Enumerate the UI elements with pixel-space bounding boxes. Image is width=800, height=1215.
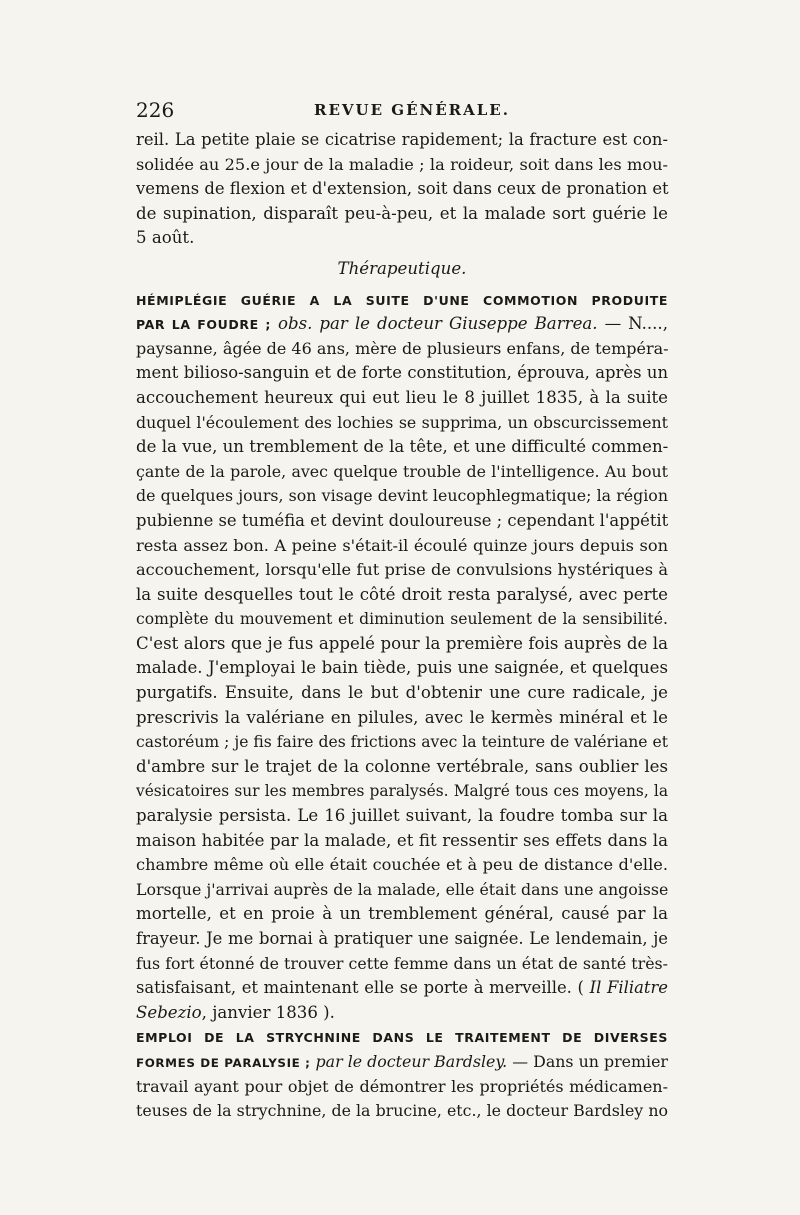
article-heading-line [136,288,668,313]
text-line: vésicatoires sur les membres paralysés. Malgré tous ces moyens, la [136,782,668,801]
text-line: solidée au 25.e jour de la maladie ; la roideur, soit dans les mou- [136,154,668,174]
article-heading-caps: FORMES DE PARALYSIE ; [136,1055,311,1070]
text-line: accouchement heureux qui eut lieu le 8 juillet 1835, à la suite [136,387,668,407]
text-line: de la vue, un tremblement de la tête, et une difficulté commen- [136,437,669,457]
text-line: vemens de flexion et d'extension, soit dans ceux de pronation et [136,179,669,199]
text-line [136,1001,668,1026]
text-line: duquel l'écoulement des lochies se supprima, un obscurcissement [136,412,668,432]
text-line: malade. J'employai le bain tiède, puis une saignée, et quelques [136,658,668,678]
text-line: accouchement, lorsqu'elle fut prise de convulsions hystériques à [136,560,668,580]
page-body [136,128,668,1124]
text-line [136,976,668,1001]
text-line: Lorsque j'arrivai auprès de la malade, elle était dans une angoisse [136,879,669,899]
page-number: 226 [136,98,175,122]
text-line: 5 août. [136,228,195,248]
text-line: complète du mouvement et diminution seulement de la sensibilité. [136,610,668,629]
text-line: d'ambre sur le trajet de la colonne vertébrale, sans oublier les [136,756,668,776]
text-line: paysanne, âgée de 46 ans, mère de plusieurs enfans, de tempéra- [136,338,669,358]
text-line: prescrivis la valériane en pilules, avec le kermès minéral et le [136,707,668,727]
source-title: Sebezio [136,1002,202,1022]
text-line: C'est alors que je fus appelé pour la première fois auprès de la [136,633,668,653]
article-heading-line [136,1025,668,1050]
text-line: la suite desquelles tout le côté droit resta paralysé, avec perte [136,584,668,604]
article-heading-caps: HÉMIPLÉGIE GUÉRIE A LA SUITE D'UNE COMMOTION PRODUITE [136,292,668,308]
text-line: fus fort étonné de trouver cette femme dans un état de santé très- [136,953,668,973]
article-author: obs. par le docteur Giuseppe Barrea. [278,314,598,334]
paragraph-continuation [136,128,668,251]
text-line: frayeur. Je me bornai à pratiquer une saignée. Le lendemain, je [136,929,668,948]
article-heading-rest: — N...., [604,314,668,334]
text-line: teuses de la strychnine, de la brucine, etc., le docteur Bardsley no [136,1101,668,1121]
text-line: de supination, disparaît peu-à-peu, et la malade sort guérie le [136,203,668,223]
section-heading: Thérapeutique. [337,258,467,278]
text-line: purgatifs. Ensuite, dans le but d'obtenir une cure radicale, je [136,683,668,703]
text-line: ment bilioso-sanguin et de forte constitution, éprouva, après un [136,363,668,383]
running-header [136,98,666,124]
text-line: travail ayant pour objet de démontrer les propriétés médicamen- [136,1076,668,1096]
source-title: Il Filiatre [589,978,668,998]
text-line: mortelle, et en proie à un tremblement général, causé par la [136,904,668,924]
article-heading-line [136,312,668,337]
article-hemiplegie [136,288,668,1026]
text-fragment: satisfaisant, et maintenant elle se porte à merveille. ( [136,978,584,998]
text-line: pubienne se tuméfia et devint douloureuse ; cependant l'appétit [136,510,669,530]
running-title: REVUE GÉNÉRALE. [314,101,510,119]
text-line: paralysie persista. Le 16 juillet suivant, la foudre tomba sur la [136,806,668,826]
text-line: castoréum ; je fis faire des frictions avec la teinture de valériane et [136,733,668,752]
article-heading-rest: — Dans un premier [512,1051,668,1071]
text-line: resta assez bon. A peine s'était-il écoulé quinze jours depuis son [136,535,668,555]
article-heading-caps: EMPLOI DE LA STRYCHNINE DANS LE TRAITEMENT DE DIVERSES [136,1030,668,1046]
text-line: çante de la parole, avec quelque trouble de l'intelligence. Au bout [136,461,668,481]
text-line: chambre même où elle était couchée et à peu de distance d'elle. [136,855,668,875]
article-strychnine [136,1025,668,1123]
source-date: , janvier 1836 ). [201,1002,335,1022]
article-heading-line [136,1050,668,1075]
article-heading-caps: PAR LA FOUDRE ; [136,317,272,333]
article-author: par le docteur Bardsley. [315,1051,508,1071]
text-line: maison habitée par la malade, et fit ressentir ses effets dans la [136,830,668,850]
text-line: de quelques jours, son visage devint leucophlegmatique; la région [136,486,668,506]
text-line: reil. La petite plaie se cicatrise rapidement; la fracture est con- [136,130,668,149]
